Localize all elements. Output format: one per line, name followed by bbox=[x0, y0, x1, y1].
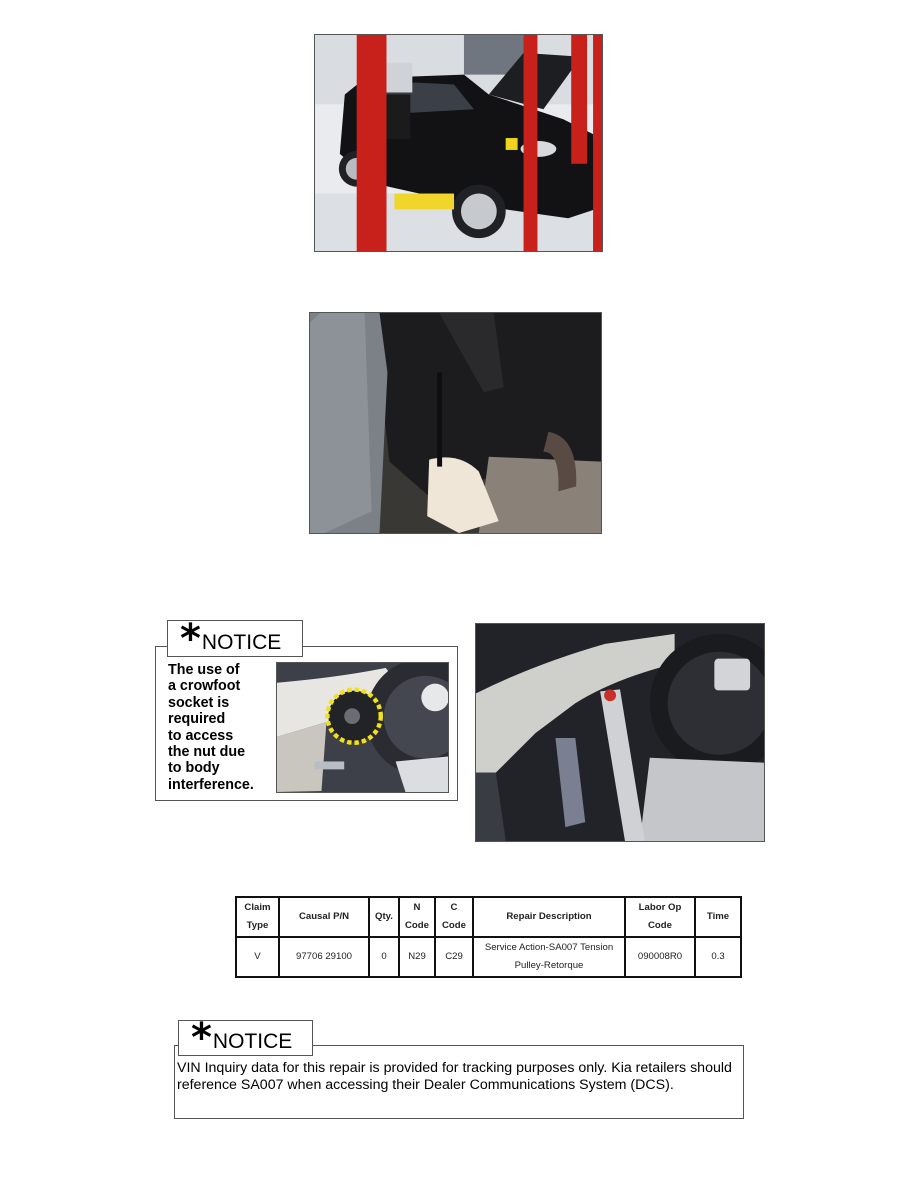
notice-tab-vin-inquiry bbox=[178, 1015, 313, 1061]
cell-causal-pn: 97706 29100 bbox=[279, 937, 369, 977]
vehicle-on-lift-image bbox=[315, 35, 602, 251]
photo-crowfoot-detail bbox=[276, 662, 449, 793]
header-labor-op-code: Labor Op Code bbox=[625, 897, 695, 937]
asterisk-icon: * bbox=[180, 616, 201, 662]
header-time: Time bbox=[695, 897, 741, 937]
cell-labor-op-code: 090008R0 bbox=[625, 937, 695, 977]
header-causal-pn: Causal P/N bbox=[279, 897, 369, 937]
crowfoot-in-use-image bbox=[476, 624, 764, 841]
table-row bbox=[236, 937, 741, 977]
photo-undercover-removal bbox=[309, 312, 602, 534]
cell-repair-description: Service Action-SA007 Tension Pulley-Retorque bbox=[473, 937, 625, 977]
notice-crowfoot-text bbox=[168, 662, 276, 793]
header-claim-type: Claim Type bbox=[236, 897, 279, 937]
notice-line: socket is bbox=[168, 694, 230, 711]
cell-claim-type: V bbox=[236, 937, 279, 977]
notice-title: NOTICE bbox=[201, 631, 282, 654]
notice-line: required bbox=[168, 711, 226, 728]
notice-line: a crowfoot bbox=[168, 678, 241, 695]
crowfoot-detail-image bbox=[277, 663, 448, 792]
notice-line: interference. bbox=[168, 776, 254, 793]
cell-time: 0.3 bbox=[695, 937, 741, 977]
photo-crowfoot-in-use bbox=[475, 623, 765, 842]
header-repair-description: Repair Description bbox=[473, 897, 625, 937]
table-header-row bbox=[236, 897, 741, 937]
header-qty: Qty. bbox=[369, 897, 399, 937]
header-c-code: C Code bbox=[435, 897, 473, 937]
asterisk-icon: * bbox=[191, 1015, 212, 1061]
claim-info-table bbox=[235, 896, 742, 978]
notice-line: to access bbox=[168, 727, 234, 744]
notice-line: to body bbox=[168, 760, 220, 777]
cell-qty: 0 bbox=[369, 937, 399, 977]
header-n-code: N Code bbox=[399, 897, 435, 937]
notice-title: NOTICE bbox=[212, 1030, 293, 1053]
cell-n-code: N29 bbox=[399, 937, 435, 977]
undercover-removal-image bbox=[310, 313, 601, 533]
photo-vehicle-on-lift bbox=[314, 34, 603, 252]
cell-c-code: C29 bbox=[435, 937, 473, 977]
notice-line: The use of bbox=[168, 662, 240, 678]
notice-vin-inquiry-text: VIN Inquiry data for this repair is provided for tracking purposes only. Kia retailers should reference SA007 when accessing their Dealer Communications System (DCS). bbox=[177, 1060, 732, 1093]
notice-line: the nut due bbox=[168, 744, 246, 761]
notice-tab-crowfoot bbox=[167, 616, 303, 662]
